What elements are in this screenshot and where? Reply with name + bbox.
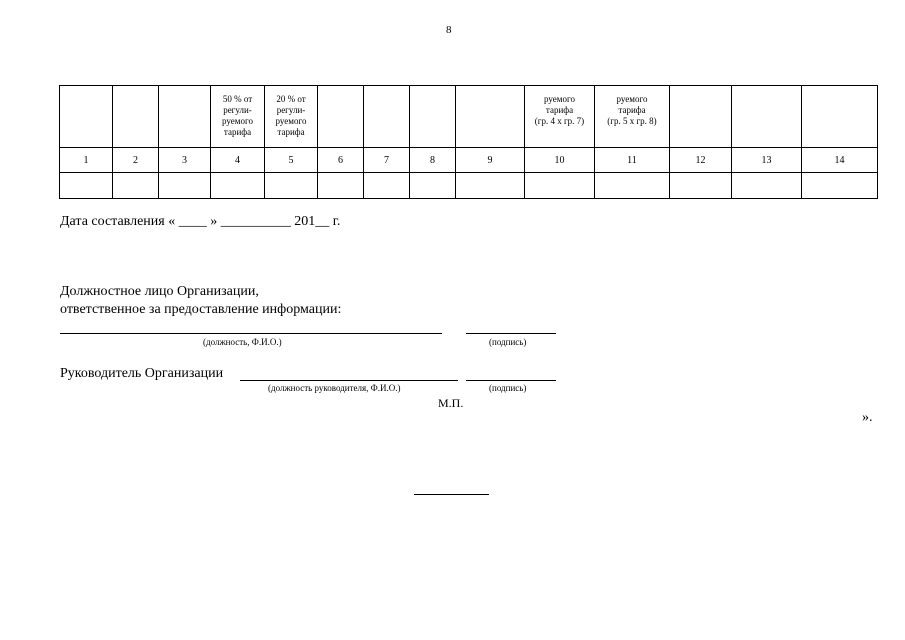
empty-cell bbox=[159, 173, 211, 199]
empty-cell bbox=[265, 173, 318, 199]
head-position-caption: (должность руководителя, Ф.И.О.) bbox=[268, 383, 401, 393]
empty-cell bbox=[802, 173, 878, 199]
empty-cell bbox=[410, 173, 456, 199]
table-header-row bbox=[60, 86, 878, 148]
table-empty-row bbox=[60, 173, 878, 199]
stamp-place-label: М.П. bbox=[438, 396, 464, 410]
empty-cell bbox=[670, 173, 732, 199]
closing-quote: ». bbox=[862, 410, 873, 425]
page-number: 8 bbox=[446, 24, 452, 36]
column-number: 12 bbox=[670, 148, 732, 173]
official-signature-line bbox=[466, 333, 556, 334]
column-number: 5 bbox=[265, 148, 318, 173]
head-label: Руководитель Организации bbox=[60, 366, 224, 381]
column-number: 13 bbox=[732, 148, 802, 173]
header-cell bbox=[410, 86, 456, 148]
column-number: 7 bbox=[364, 148, 410, 173]
head-signature-line bbox=[466, 380, 556, 381]
header-cell bbox=[364, 86, 410, 148]
empty-cell bbox=[113, 173, 159, 199]
header-cell: руемого тарифа (гр. 4 х гр. 7) bbox=[525, 86, 595, 148]
header-cell: руемого тарифа (гр. 5 х гр. 8) bbox=[595, 86, 670, 148]
header-cell bbox=[60, 86, 113, 148]
column-number: 14 bbox=[802, 148, 878, 173]
header-cell bbox=[802, 86, 878, 148]
compilation-date-line: Дата составления « ____ » __________ 201__ г. bbox=[60, 214, 341, 229]
report-table bbox=[59, 85, 878, 199]
column-number: 4 bbox=[211, 148, 265, 173]
column-number: 11 bbox=[595, 148, 670, 173]
empty-cell bbox=[732, 173, 802, 199]
header-cell bbox=[670, 86, 732, 148]
empty-cell bbox=[456, 173, 525, 199]
end-rule bbox=[414, 494, 489, 495]
column-number: 6 bbox=[318, 148, 364, 173]
official-position-line bbox=[60, 333, 442, 334]
header-cell: 20 % от регули- руемого тарифа bbox=[265, 86, 318, 148]
empty-cell bbox=[595, 173, 670, 199]
header-cell bbox=[318, 86, 364, 148]
official-title-line1: Должностное лицо Организации, bbox=[60, 284, 259, 299]
empty-cell bbox=[211, 173, 265, 199]
column-number: 10 bbox=[525, 148, 595, 173]
header-cell bbox=[159, 86, 211, 148]
column-number: 8 bbox=[410, 148, 456, 173]
column-number-row bbox=[60, 148, 878, 173]
empty-cell bbox=[525, 173, 595, 199]
header-cell bbox=[732, 86, 802, 148]
official-position-caption: (должность, Ф.И.О.) bbox=[203, 337, 282, 347]
column-number: 3 bbox=[159, 148, 211, 173]
header-cell bbox=[113, 86, 159, 148]
column-number: 2 bbox=[113, 148, 159, 173]
empty-cell bbox=[60, 173, 113, 199]
header-cell bbox=[456, 86, 525, 148]
header-cell: 50 % от регули- руемого тарифа bbox=[211, 86, 265, 148]
official-title-line2: ответственное за предоставление информации: bbox=[60, 302, 342, 317]
column-number: 9 bbox=[456, 148, 525, 173]
head-position-line bbox=[240, 380, 458, 381]
column-number: 1 bbox=[60, 148, 113, 173]
empty-cell bbox=[364, 173, 410, 199]
official-signature-caption: (подпись) bbox=[489, 337, 527, 347]
head-signature-caption: (подпись) bbox=[489, 383, 527, 393]
empty-cell bbox=[318, 173, 364, 199]
